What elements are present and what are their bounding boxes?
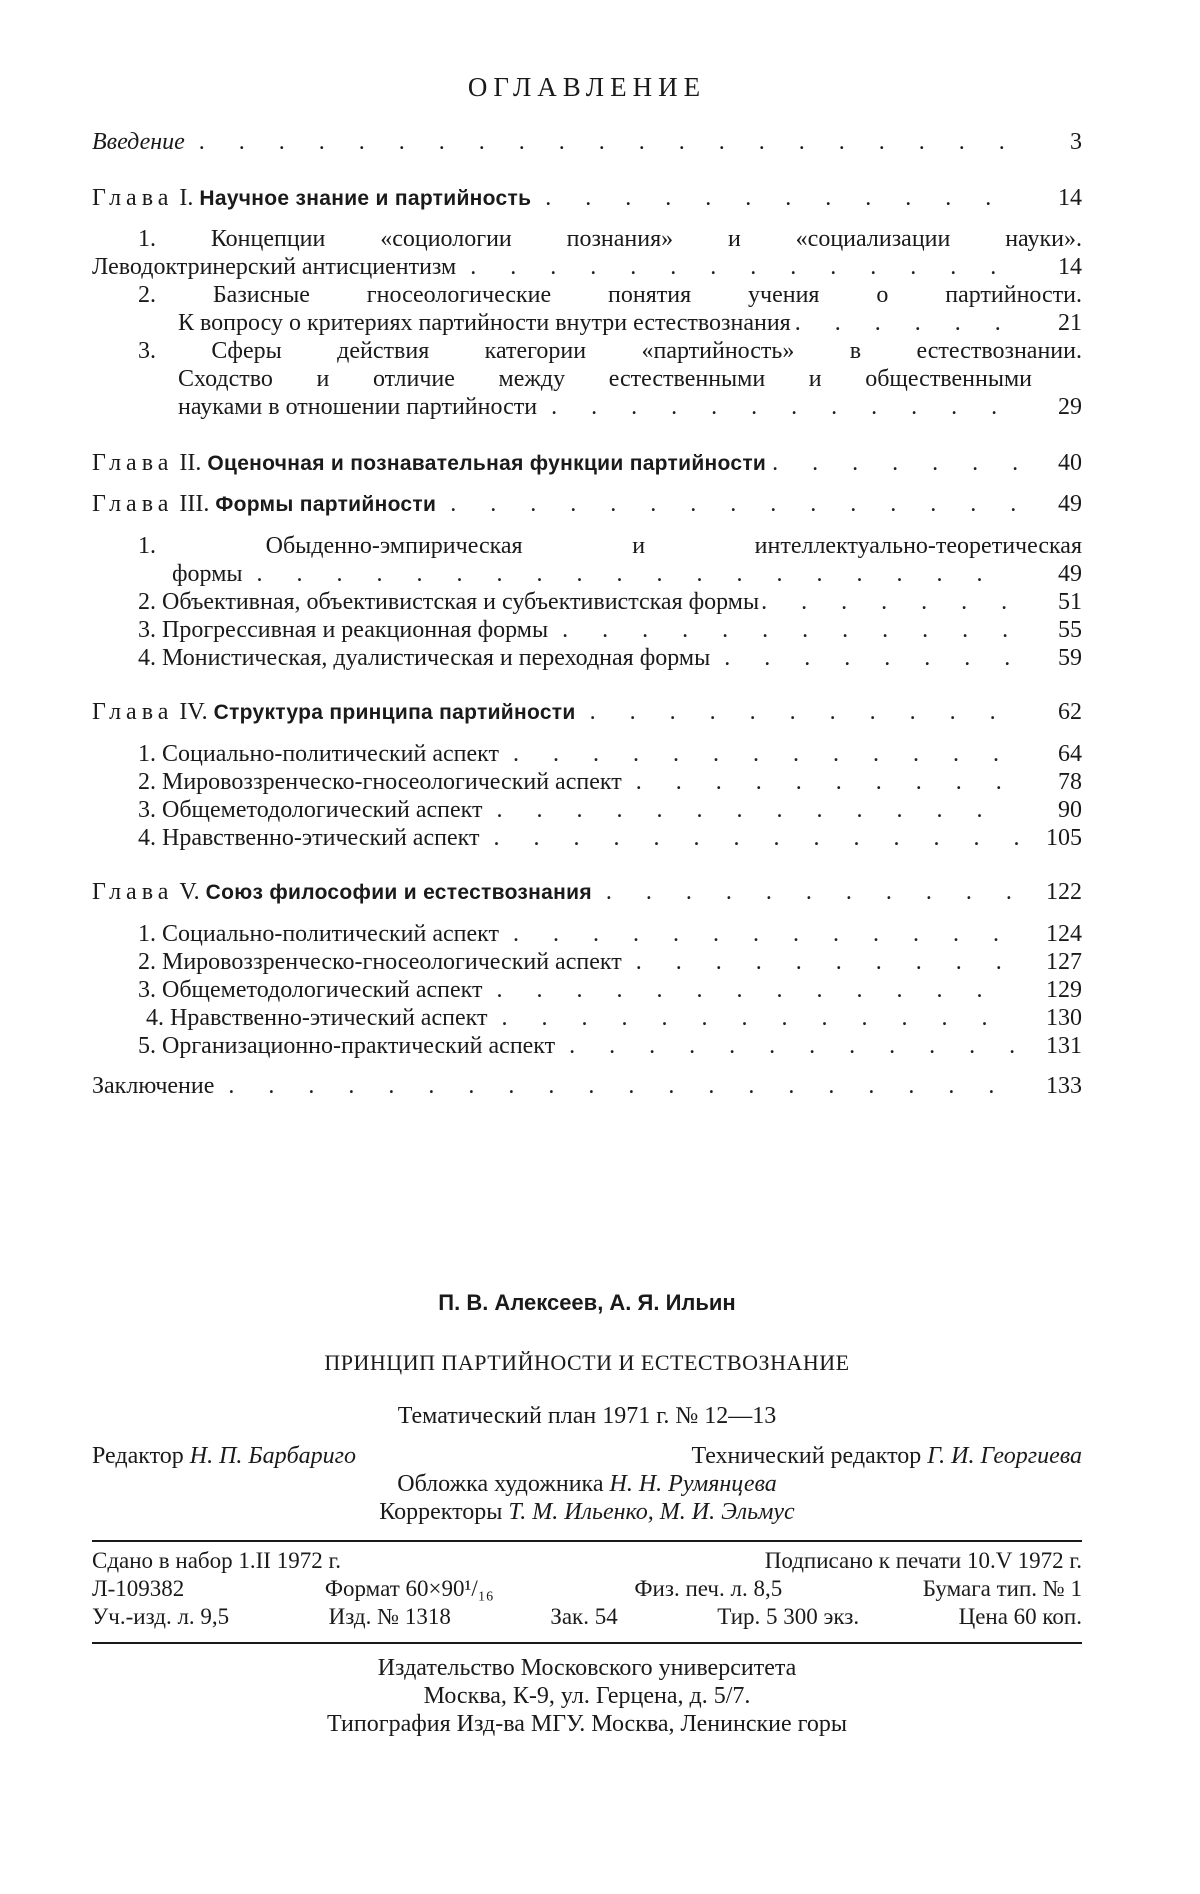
imprint-cover <box>92 1471 1082 1498</box>
chapter-number: V. <box>179 879 200 905</box>
toc-section-label: науками в отношении партийности <box>178 394 538 420</box>
leader-dots <box>590 698 1018 726</box>
toc-section-1-3 <box>92 393 1082 421</box>
spec-item: Изд. № 1318 <box>328 1604 451 1629</box>
leader-dots <box>493 824 1018 852</box>
editor-name: Н. П. Барбариго <box>189 1443 357 1469</box>
toc-section-label: 2. Мировоззренческо-гносеологический аспект <box>138 949 622 975</box>
toc-section-label: 3. Общеметодологический аспект <box>138 977 483 1003</box>
toc-page-number: 90 <box>1058 797 1082 823</box>
toc-section-5-3 <box>92 976 1082 1004</box>
chapter-word: Глава <box>92 185 174 211</box>
toc-title: ОГЛАВЛЕНИЕ <box>467 72 707 102</box>
toc-section-label: 3. Общеметодологический аспект <box>138 797 483 823</box>
toc-page-number: 3 <box>1070 129 1082 155</box>
toc-section-1-2 <box>92 309 1082 337</box>
toc-section-3-2 <box>92 588 1082 616</box>
toc-page-number: 21 <box>1058 310 1082 336</box>
leader-dots <box>450 490 1018 518</box>
toc-page-number: 29 <box>1058 394 1082 420</box>
chapter-number: I. <box>179 185 194 211</box>
toc-page-number: 49 <box>1058 491 1082 517</box>
toc-section-4-1 <box>92 740 1082 768</box>
book-page <box>92 0 1082 1894</box>
toc-entry-intro <box>92 128 1082 156</box>
cover-label: Обложка художника <box>397 1471 604 1497</box>
toc-page-number: 129 <box>1046 977 1082 1003</box>
chapter-number: III. <box>179 491 210 517</box>
leader-dots <box>199 128 1018 156</box>
toc-page-number: 49 <box>1058 561 1082 587</box>
chapter-title: Оценочная и познавательная функции партийности <box>207 452 767 475</box>
chapter-number: II. <box>179 450 202 476</box>
leader-dots <box>795 309 1028 337</box>
toc-page-number: 14 <box>1058 185 1082 211</box>
toc-page-number: 78 <box>1058 769 1082 795</box>
divider-bottom <box>92 1642 1082 1644</box>
toc-page-number: 127 <box>1046 949 1082 975</box>
toc-page-number: 105 <box>1046 825 1082 851</box>
toc-section-label: 5. Организационно-практический аспект <box>138 1033 556 1059</box>
divider-top <box>92 1540 1082 1542</box>
imprint-proofreaders <box>92 1499 1082 1526</box>
toc-section-label: 4. Нравственно-этический аспект <box>138 825 480 851</box>
spec-item: Уч.-изд. л. 9,5 <box>92 1604 230 1629</box>
chapter-number: IV. <box>179 699 208 725</box>
toc-section-5-5 <box>92 1032 1082 1060</box>
chapter-title: Союз философии и естествознания <box>205 881 592 904</box>
spec-item: Тир. 5 300 экз. <box>717 1604 860 1629</box>
toc-section-label: формы <box>172 561 243 587</box>
toc-section-5-1 <box>92 920 1082 948</box>
spec-item: Подписано к печати 10.V 1972 г. <box>764 1548 1082 1573</box>
toc-chapter-3 <box>92 490 1082 519</box>
leader-dots <box>513 740 1018 768</box>
toc-section-label: 1. Социально-политический аспект <box>138 741 499 767</box>
toc-page-number: 59 <box>1058 645 1082 671</box>
toc-page-number: 14 <box>1058 254 1082 280</box>
toc-section-label: 4. Монистическая, дуалистическая и переходная формы <box>138 645 711 671</box>
toc-section-5-2 <box>92 948 1082 976</box>
toc-page-number: 130 <box>1046 1005 1082 1031</box>
toc-section-3-4 <box>92 644 1082 672</box>
tech-editor-name: Г. И. Георгиева <box>927 1443 1082 1469</box>
toc-page-number: 124 <box>1046 921 1082 947</box>
chapter-word: Глава <box>92 699 174 725</box>
toc-entry-label: Введение <box>92 129 185 155</box>
toc-section-1-1 <box>92 253 1082 281</box>
toc-section-4-4 <box>92 824 1082 852</box>
specs-row-3 <box>92 1604 1082 1630</box>
publisher-address: Москва, К-9, ул. Герцена, д. 5/7. <box>423 1683 751 1709</box>
spec-item: Формат 60×90¹/₁₆ <box>324 1576 494 1601</box>
imprint-book-title: ПРИНЦИП ПАРТИЙНОСТИ И ЕСТЕСТВОЗНАНИЕ <box>324 1350 850 1375</box>
leader-dots <box>470 253 1018 281</box>
toc-entry-label: Заключение <box>92 1073 215 1099</box>
leader-dots <box>545 184 1018 212</box>
leader-dots <box>551 393 1018 421</box>
spec-item: Сдано в набор 1.II 1972 г. <box>92 1548 342 1573</box>
chapter-word: Глава <box>92 879 174 905</box>
leader-dots <box>606 878 1018 906</box>
toc-chapter-2 <box>92 449 1082 478</box>
leader-dots <box>562 616 1018 644</box>
imprint-plan: Тематический план 1971 г. № 12—13 <box>397 1403 777 1429</box>
toc-section-line: 2. Базисные гносеологические понятия учения о партийности. <box>138 282 1082 308</box>
spec-item: Бумага тип. № 1 <box>922 1576 1082 1601</box>
leader-dots <box>497 976 1018 1004</box>
toc-section-label: Леводоктринерский антисциентизм <box>92 254 457 280</box>
leader-dots <box>569 1032 1018 1060</box>
toc-page-number: 122 <box>1046 879 1082 905</box>
toc-section-label: 3. Прогрессивная и реакционная формы <box>138 617 549 643</box>
toc-chapter-1 <box>92 184 1082 213</box>
toc-section-label: 2. Мировоззренческо-гносеологический аспект <box>138 769 622 795</box>
toc-page-number: 131 <box>1046 1033 1082 1059</box>
tech-editor-label: Технический редактор <box>691 1443 922 1469</box>
proof-names: Т. М. Ильенко, М. И. Эльмус <box>508 1499 795 1525</box>
toc-section-4-2 <box>92 768 1082 796</box>
leader-dots <box>257 560 1019 588</box>
leader-dots <box>724 644 1018 672</box>
chapter-title: Формы партийности <box>215 493 437 516</box>
leader-dots <box>501 1004 1018 1032</box>
toc-section-4-3 <box>92 796 1082 824</box>
imprint-authors: П. В. Алексеев, А. Я. Ильин <box>438 1290 736 1315</box>
toc-section-line: Сходство и отличие между естественными и общественными <box>178 366 1032 392</box>
toc-entry-conclusion <box>92 1072 1082 1100</box>
publisher-name: Издательство Московского университета <box>377 1655 797 1681</box>
chapter-word: Глава <box>92 450 174 476</box>
toc-page-number: 40 <box>1058 450 1082 476</box>
leader-dots <box>772 449 1026 477</box>
toc-section-3-1 <box>92 560 1082 588</box>
toc-section-label: 1. Социально-политический аспект <box>138 921 499 947</box>
leader-dots <box>636 948 1018 976</box>
toc-page-number: 62 <box>1058 699 1082 725</box>
leader-dots <box>513 920 1018 948</box>
chapter-word: Глава <box>92 491 174 517</box>
specs-row-1 <box>92 1548 1082 1574</box>
toc-section-label: 2. Объективная, объективистская и субъективистская формы <box>138 589 760 615</box>
chapter-title: Структура принципа партийности <box>213 701 576 724</box>
toc-section-label: К вопросу о критериях партийности внутри естествознания <box>178 310 791 336</box>
chapter-title: Научное знание и партийность <box>199 187 532 210</box>
editor-label: Редактор <box>92 1443 184 1469</box>
toc-section-line: 1. Обыденно-эмпирическая и интеллектуально-теоретическая <box>138 533 1082 559</box>
imprint-editors <box>92 1443 1082 1470</box>
spec-item: Физ. печ. л. 8,5 <box>634 1576 783 1601</box>
leader-dots <box>228 1072 1018 1100</box>
spec-item: Зак. 54 <box>550 1604 618 1629</box>
toc-page-number: 55 <box>1058 617 1082 643</box>
specs-row-2 <box>92 1576 1082 1602</box>
toc-page-number: 51 <box>1058 589 1082 615</box>
spec-item: Цена 60 коп. <box>958 1604 1082 1629</box>
toc-section-3-3 <box>92 616 1082 644</box>
toc-page-number: 133 <box>1046 1073 1082 1099</box>
toc-page-number: 64 <box>1058 741 1082 767</box>
cover-name: Н. Н. Румянцева <box>609 1471 777 1497</box>
toc-chapter-4 <box>92 698 1082 727</box>
proof-label: Корректоры <box>379 1499 503 1525</box>
toc-section-line: 3. Сферы действия категории «партийность» в естествознании. <box>138 338 1082 364</box>
toc-section-label: 4. Нравственно-этический аспект <box>146 1005 488 1031</box>
printer-name: Типография Изд-ва МГУ. Москва, Ленинские горы <box>326 1711 848 1737</box>
toc-chapter-5 <box>92 878 1082 907</box>
leader-dots <box>497 796 1018 824</box>
leader-dots <box>761 588 1030 616</box>
spec-item: Л-109382 <box>92 1576 185 1601</box>
toc-section-line: 1. Концепции «социологии познания» и «социализации науки». <box>138 226 1082 252</box>
toc-section-5-4 <box>92 1004 1082 1032</box>
leader-dots <box>636 768 1018 796</box>
